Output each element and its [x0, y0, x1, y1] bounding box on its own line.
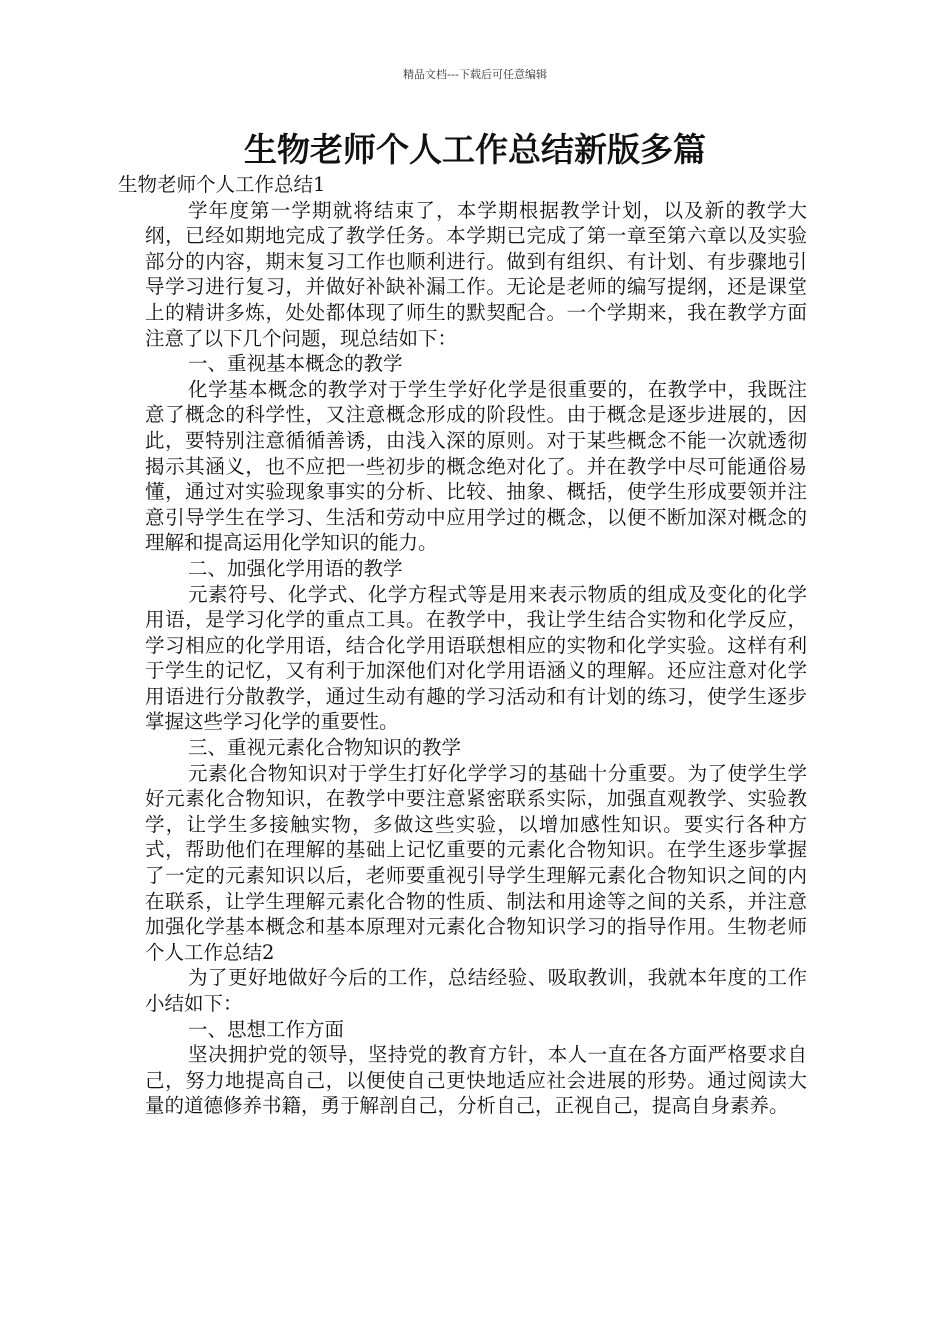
subheading-4: 一、思想工作方面 — [188, 1017, 345, 1041]
paragraph-3: 元素符号、化学式、化学方程式等是用来表示物质的组成及变化的化学用语，是学习化学的重点工具。在教学中，我让学生结合实物和化学反应，学习相应的化学用语，结合化学用语联想相应的实物和化学实验。这样有利于学生的记忆，又有利于加深他们对化学用语涵义的理解。还应注意对化学用语进行分散教学，通过生动有趣的学习活动和有计划的练习，使学生逐步掌握这些学习化学的重要性。 — [145, 582, 807, 734]
paragraph-5: 为了更好地做好今后的工作，总结经验、吸取教训，我就本年度的工作小结如下： — [145, 966, 807, 1015]
paragraph-1: 学年度第一学期就将结束了，本学期根据教学计划，以及新的教学大纲，已经如期地完成了教学任务。本学期已完成了第一章至第六章以及实验部分的内容，期末复习工作也顺利进行。做到有组织、有计划、有步骤地引导学习进行复习，并做好补缺补漏工作。无论是老师的编写提纲，还是课堂上的精讲多炼，处处都体现了师生的默契配合。一个学期来，我在教学方面注意了以下几个问题，现总结如下： — [145, 198, 807, 350]
subheading-1: 一、重视基本概念的教学 — [188, 352, 403, 376]
document-title: 生物老师个人工作总结新版多篇 — [244, 130, 706, 169]
section-heading-1: 生物老师个人工作总结1 — [118, 173, 326, 196]
paragraph-2: 化学基本概念的教学对于学生学好化学是很重要的，在教学中，我既注意了概念的科学性，又注意概念形成的阶段性。由于概念是逐步进展的，因此，要特别注意循循善诱，由浅入深的原则。对于某些概念不能一次就透彻揭示其涵义，也不应把一些初步的概念绝对化了。并在教学中尽可能通俗易懂，通过对实验现象事实的分析、比较、抽象、概括，使学生形成要领并注意引导学生在学习、生活和劳动中应用学过的概念，以便不断加深对概念的理解和提高运用化学知识的能力。 — [145, 377, 807, 555]
subheading-2: 二、加强化学用语的教学 — [188, 556, 403, 580]
header-note: 精品文档---下载后可任意编辑 — [403, 68, 547, 81]
paragraph-6: 坚决拥护党的领导，坚持党的教育方针，本人一直在各方面严格要求自己，努力地提高自己，以便使自己更快地适应社会进展的形势。通过阅读大量的道德修养书籍，勇于解剖自己，分析自己，正视自己，提高自身素养。 — [145, 1043, 807, 1118]
subheading-3: 三、重视元素化合物知识的教学 — [188, 736, 462, 760]
paragraph-4: 元素化合物知识对于学生打好化学学习的基础十分重要。为了使学生学好元素化合物知识，在教学中要注意紧密联系实际，加强直观教学、实验教学，让学生多接触实物，多做这些实验，以增加感性知识。要实行各种方式，帮助他们在理解的基础上记忆重要的元素化合物知识。在学生逐步掌握了一定的元素知识以后，老师要重视引导学生理解元素化合物知识之间的内在联系，让学生理解元素化合物的性质、制法和用途等之间的关系，并注意加强化学基本概念和基本原理对元素化合物知识学习的指导作用。生物老师个人工作总结2 — [145, 761, 807, 964]
document-body — [118, 172, 807, 1119]
